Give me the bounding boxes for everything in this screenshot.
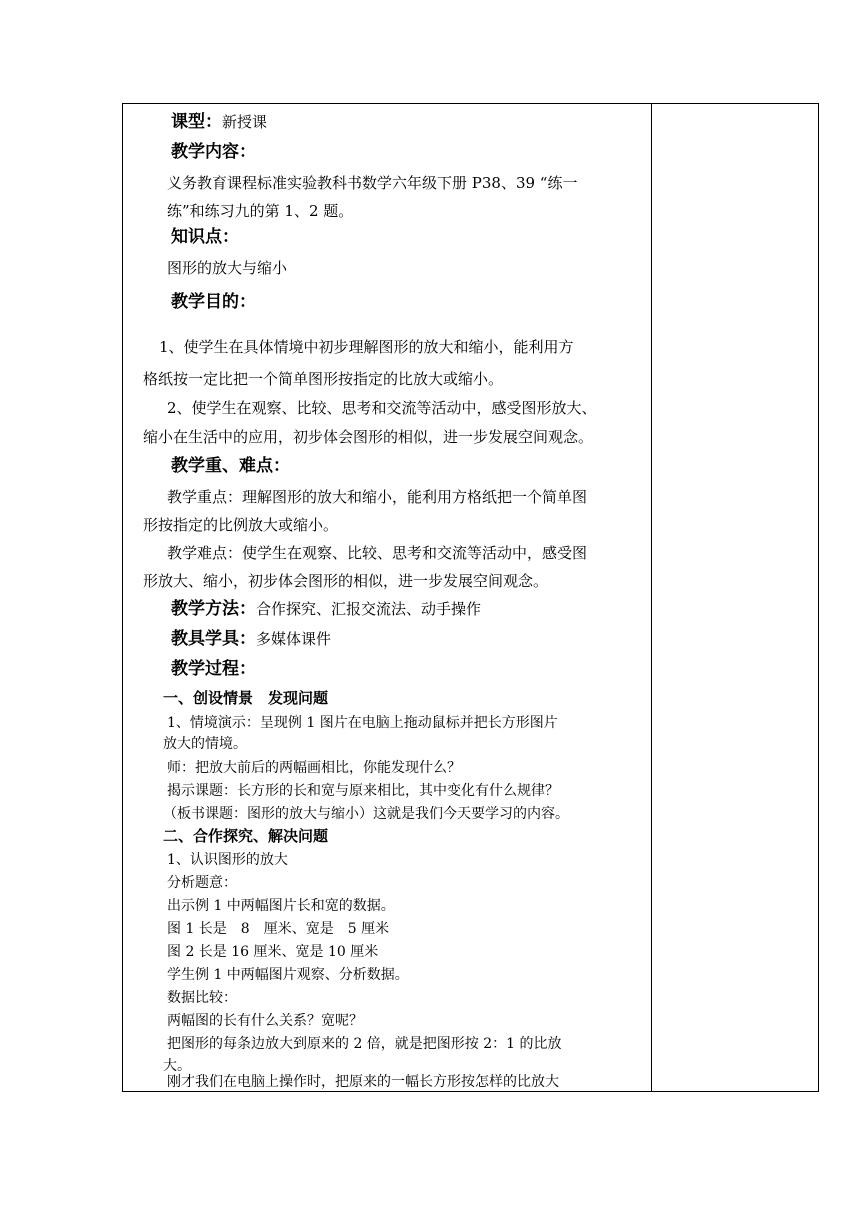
section-1-heading: 一、创设情景 发现问题 bbox=[163, 689, 329, 707]
content-line-2: 练”和练习九的第 1、2 题。 bbox=[167, 202, 354, 220]
process-line: 把图形的每条边放大到原来的 2 倍，就是把图形按 2：1 的比放 bbox=[167, 1036, 562, 1052]
keypoints-line: 教学重点：理解图形的放大和缩小，能利用方格纸把一个简单图 bbox=[167, 488, 588, 506]
knowledge-heading: 知识点： bbox=[171, 227, 239, 247]
lesson-type-label: 课型： bbox=[171, 112, 222, 132]
process-line: 出示例 1 中两幅图片长和宽的数据。 bbox=[167, 898, 395, 914]
process-line: 数据比较： bbox=[167, 990, 237, 1006]
objectives-line: 2、使学生在观察、比较、思考和交流等活动中，感受图形放大、 bbox=[167, 399, 597, 417]
lesson-plan-table bbox=[122, 103, 819, 1092]
tools-row bbox=[171, 629, 331, 649]
keypoints-line: 形按指定的比例放大或缩小。 bbox=[143, 516, 339, 534]
knowledge-text: 图形的放大与缩小 bbox=[167, 259, 288, 277]
tools-label: 教具学具： bbox=[171, 629, 256, 649]
keypoints-line: 形放大、缩小，初步体会图形的相似，进一步发展空间观念。 bbox=[143, 572, 549, 590]
methods-value: 合作探究、汇报交流法、动手操作 bbox=[256, 600, 482, 618]
objectives-line: 1、使学生在具体情境中初步理解图形的放大和缩小，能利用方 bbox=[159, 338, 574, 356]
process-line: 揭示课题：长方形的长和宽与原来相比，其中变化有什么规律？ bbox=[167, 783, 559, 799]
content-heading: 教学内容： bbox=[171, 142, 256, 162]
lesson-type-row bbox=[171, 112, 267, 132]
process-line: 1、情境演示：呈现例 1 图片在电脑上拖动鼠标并把长方形图片 bbox=[167, 715, 558, 731]
process-line: （板书课题：图形的放大与缩小）这就是我们今天要学习的内容。 bbox=[163, 806, 569, 822]
process-line: 学生例 1 中两幅图片观察、分析数据。 bbox=[167, 967, 409, 983]
objectives-line: 格纸按一定比把一个简单图形按指定的比放大或缩小。 bbox=[143, 370, 504, 388]
process-line: 1、认识图形的放大 bbox=[167, 852, 288, 868]
methods-label: 教学方法： bbox=[171, 599, 256, 619]
column-divider bbox=[651, 104, 652, 1091]
tools-value: 多媒体课件 bbox=[256, 630, 332, 648]
process-line: 刚才我们在电脑上操作时，把原来的一幅长方形按怎样的比放大 bbox=[167, 1074, 559, 1090]
process-line: 大。 bbox=[163, 1058, 191, 1074]
process-line: 分析题意： bbox=[167, 875, 237, 891]
content-line-1: 义务教育课程标准实验教科书数学六年级下册 P38、39 “练一 bbox=[167, 174, 578, 192]
process-heading: 教学过程： bbox=[171, 659, 256, 679]
process-line: 放大的情境。 bbox=[163, 736, 247, 752]
notes-cell bbox=[653, 104, 818, 1091]
process-line: 两幅图的长有什么关系？宽呢？ bbox=[167, 1013, 363, 1029]
process-line: 图 1 长是 8 厘米、宽是 5 厘米 bbox=[167, 921, 390, 937]
process-line: 师：把放大前后的两幅画相比，你能发现什么？ bbox=[167, 760, 461, 776]
objectives-line: 缩小在生活中的应用，初步体会图形的相似，进一步发展空间观念。 bbox=[143, 428, 594, 446]
objectives-heading: 教学目的： bbox=[171, 292, 256, 312]
lesson-type-value: 新授课 bbox=[222, 113, 268, 131]
keypoints-line: 教学难点：使学生在观察、比较、思考和交流等活动中，感受图 bbox=[167, 544, 588, 562]
section-2-heading: 二、合作探究、解决问题 bbox=[163, 827, 329, 845]
keypoints-heading: 教学重、难点： bbox=[171, 456, 290, 476]
main-cell bbox=[123, 104, 651, 1091]
process-line: 图 2 长是 16 厘米、宽是 10 厘米 bbox=[167, 944, 379, 960]
methods-row bbox=[171, 599, 481, 619]
